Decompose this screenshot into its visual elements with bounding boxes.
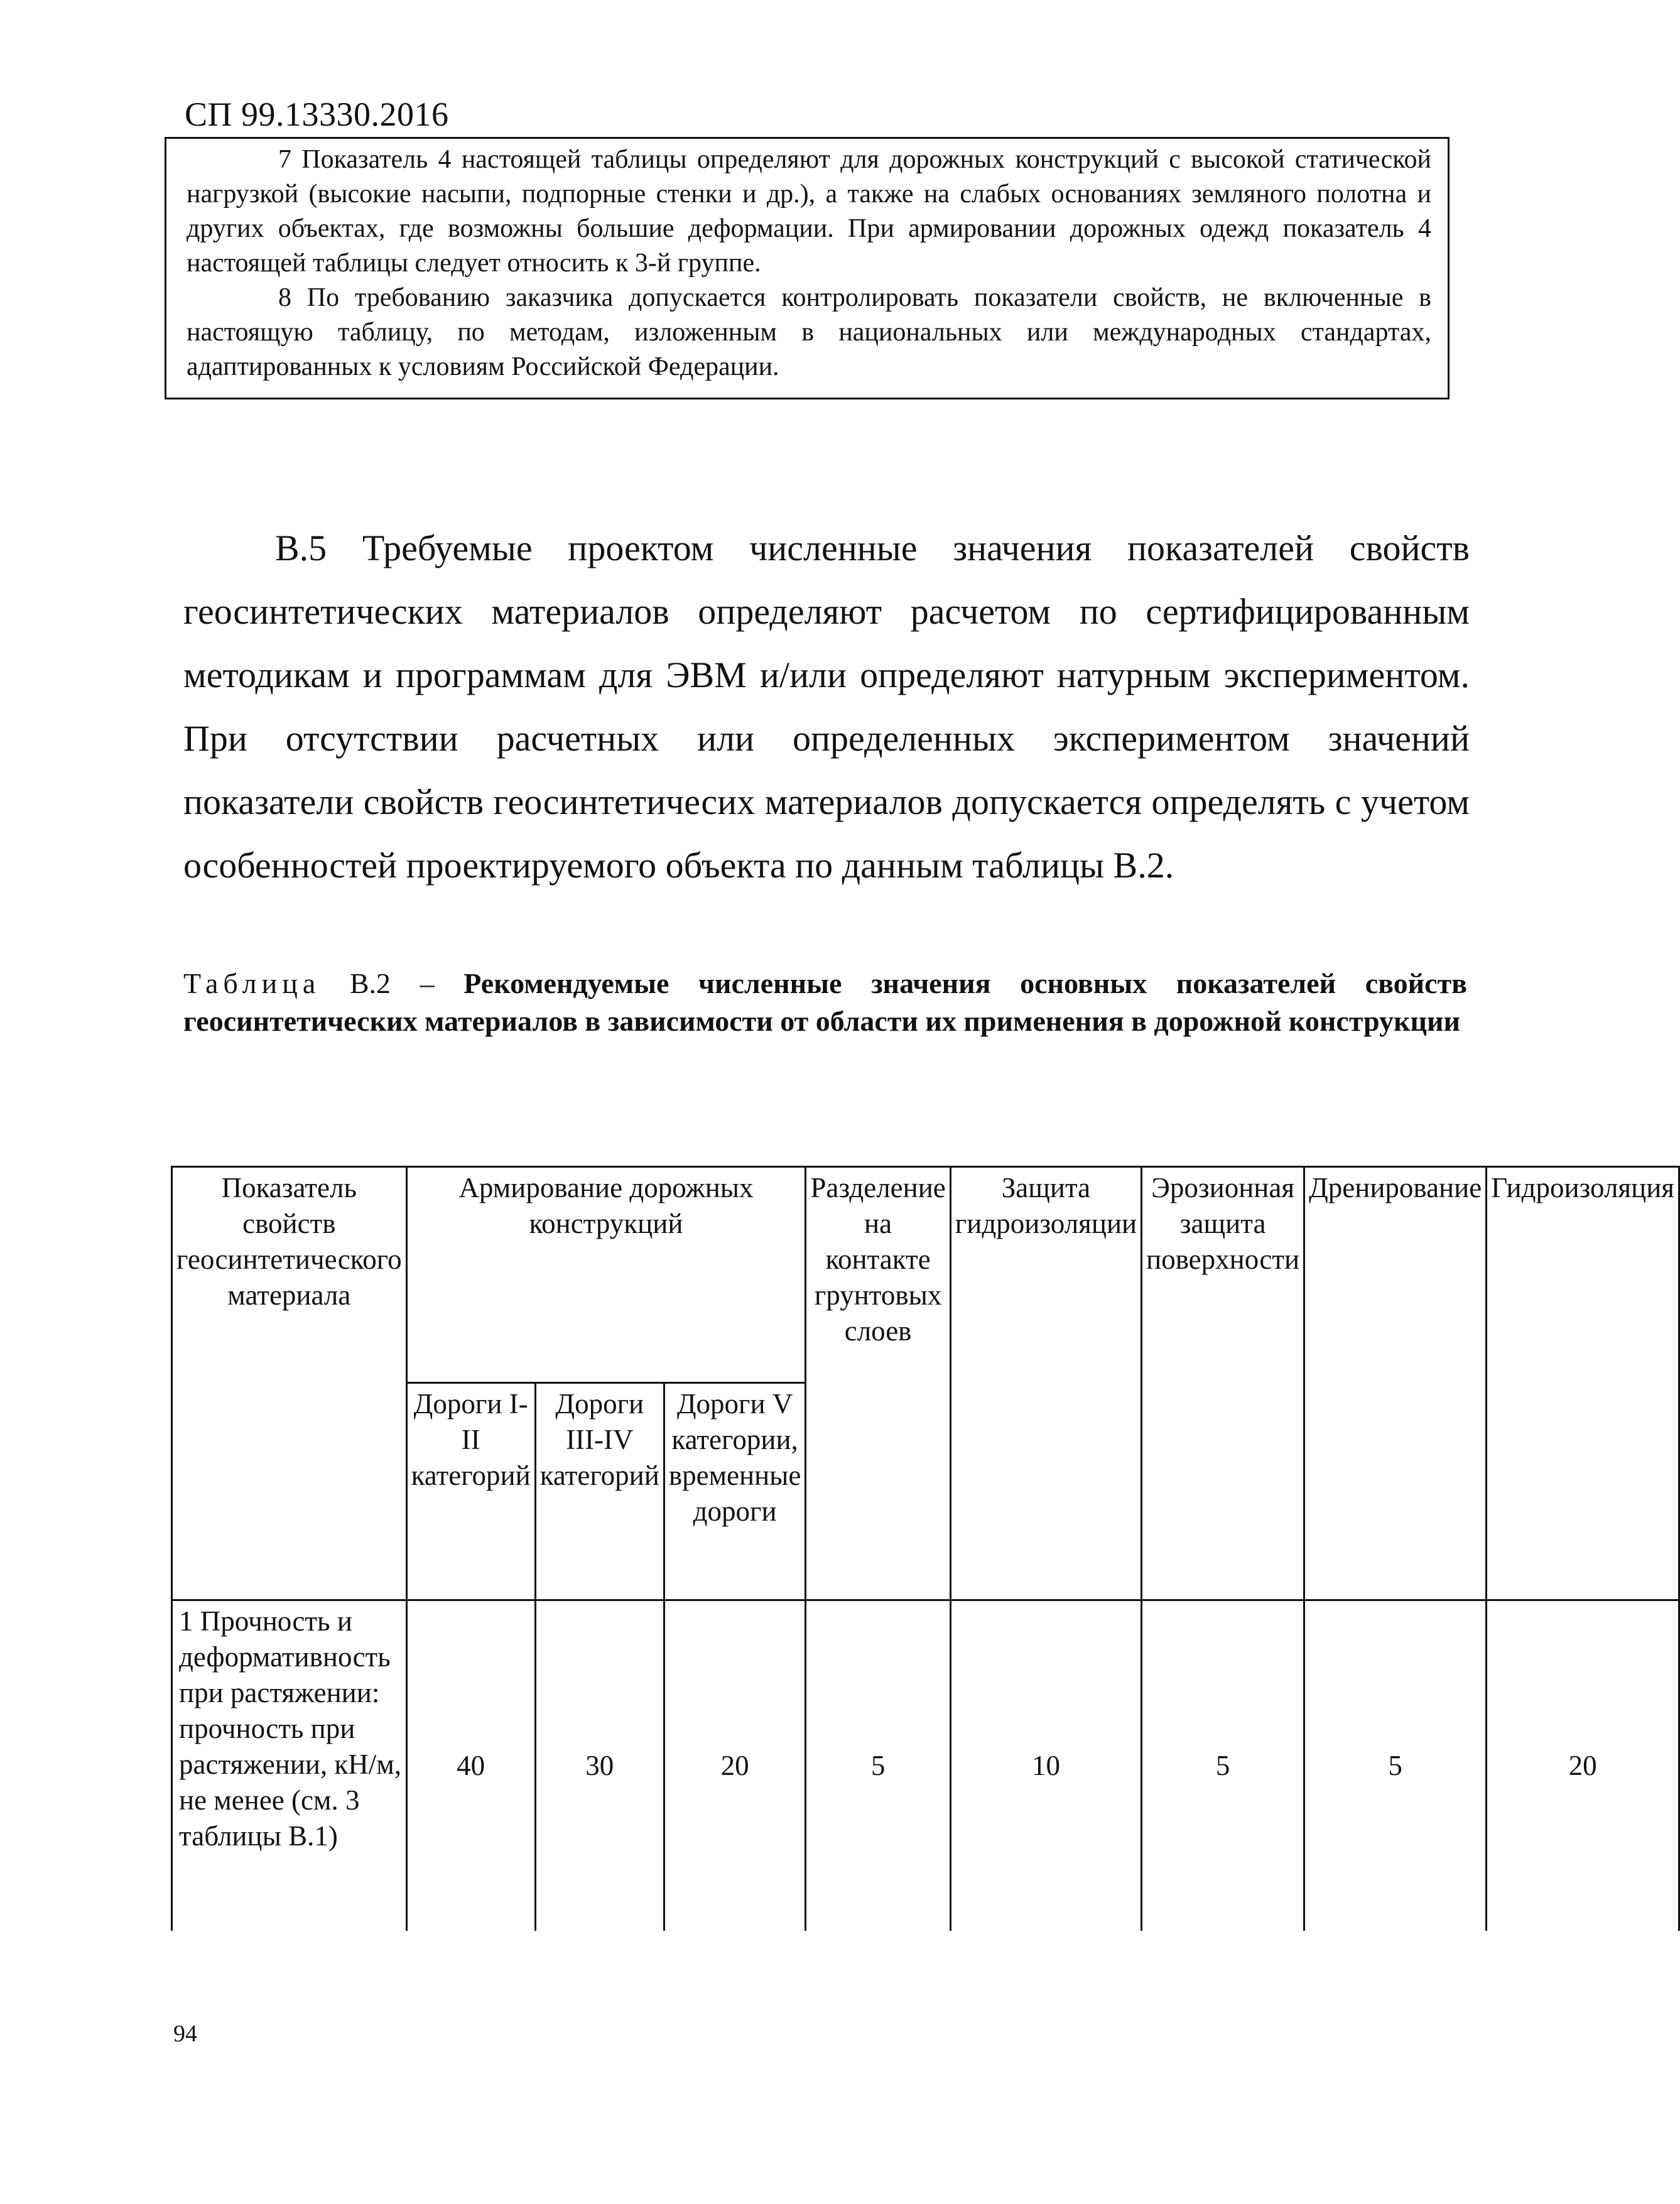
value-erosion-protection: 5 <box>1142 1600 1304 1931</box>
value-drainage: 5 <box>1304 1600 1487 1931</box>
header-roads-1-2: Дороги I-II категорий <box>406 1383 535 1600</box>
header-erosion-protection: Эрозионная защита поверхности <box>1142 1167 1304 1600</box>
clause-b5-paragraph: В.5 Требуемые проектом численные значения показателей свойств геосинтетических материалов определяют расчетом по сертифицированным методикам и программам для ЭВМ и/или определяют натурным экспериментом. При отсутствии расчетных или определенных экспериментом значений показатели свойств геосинтетичесих материалов допускается определять с учетом особенностей проектируемого объекта по данным таблицы В.2. <box>183 528 1470 886</box>
document-code: СП 99.13330.2016 <box>185 95 449 133</box>
value-roads-5: 20 <box>664 1600 806 1931</box>
value-roads-1-2: 40 <box>406 1600 535 1931</box>
table-row <box>172 1600 1679 1931</box>
header-roads-3-4: Дороги III-IV категорий <box>535 1383 664 1600</box>
value-waterproof-protection: 10 <box>950 1600 1141 1931</box>
note-8: 8 По требованию заказчика допускается контролировать показатели свойств, не включенные в настоящую таблицу, по методам, изложенным в национальных или международных стандартах, адаптированных к условиям Российской Федерации. <box>187 283 1431 381</box>
table-caption-number: В.2 – <box>349 967 435 999</box>
properties-table <box>171 1166 1680 1931</box>
header-separation: Разделение на контакте грунтовых слоев <box>806 1167 950 1600</box>
value-roads-3-4: 30 <box>535 1600 664 1931</box>
page-number: 94 <box>173 2021 197 2047</box>
header-roads-5: Дороги V категории, временные дороги <box>664 1383 806 1600</box>
header-reinforcement: Армирование дорожных конструкций <box>406 1167 806 1383</box>
header-drainage: Дренирование <box>1304 1167 1487 1600</box>
header-property: Показатель свойств геосинтетического материала <box>172 1167 407 1600</box>
note-7: 7 Показатель 4 настоящей таблицы определяют для дорожных конструкций с высокой статической нагрузкой (высокие насыпи, подпорные стенки и др.), а также на слабых основаниях земляного полотна и других объектах, где возможны большие деформации. При армировании дорожных одежд показатель 4 настоящей таблицы следует относить к 3-й группе. <box>187 145 1431 278</box>
table-caption <box>183 965 1467 1040</box>
header-waterproofing: Гидроизоляция <box>1487 1167 1679 1600</box>
row-label-strength: 1 Прочность и деформативность при растяжении: прочность при растяжении, кН/м, не менее (см. 3 таблицы В.1) <box>172 1600 407 1931</box>
table-caption-title: Рекомендуемые численные значения основных показателей свойств геосинтетических материалов в зависимости от области их применения в дорожной конструкции <box>183 967 1468 1037</box>
value-waterproofing: 20 <box>1487 1600 1679 1931</box>
table-caption-label: Таблица <box>183 967 321 999</box>
header-waterproof-protection: Защита гидроизоляции <box>950 1167 1141 1600</box>
table-notes-box <box>165 137 1450 399</box>
value-separation: 5 <box>806 1600 950 1931</box>
